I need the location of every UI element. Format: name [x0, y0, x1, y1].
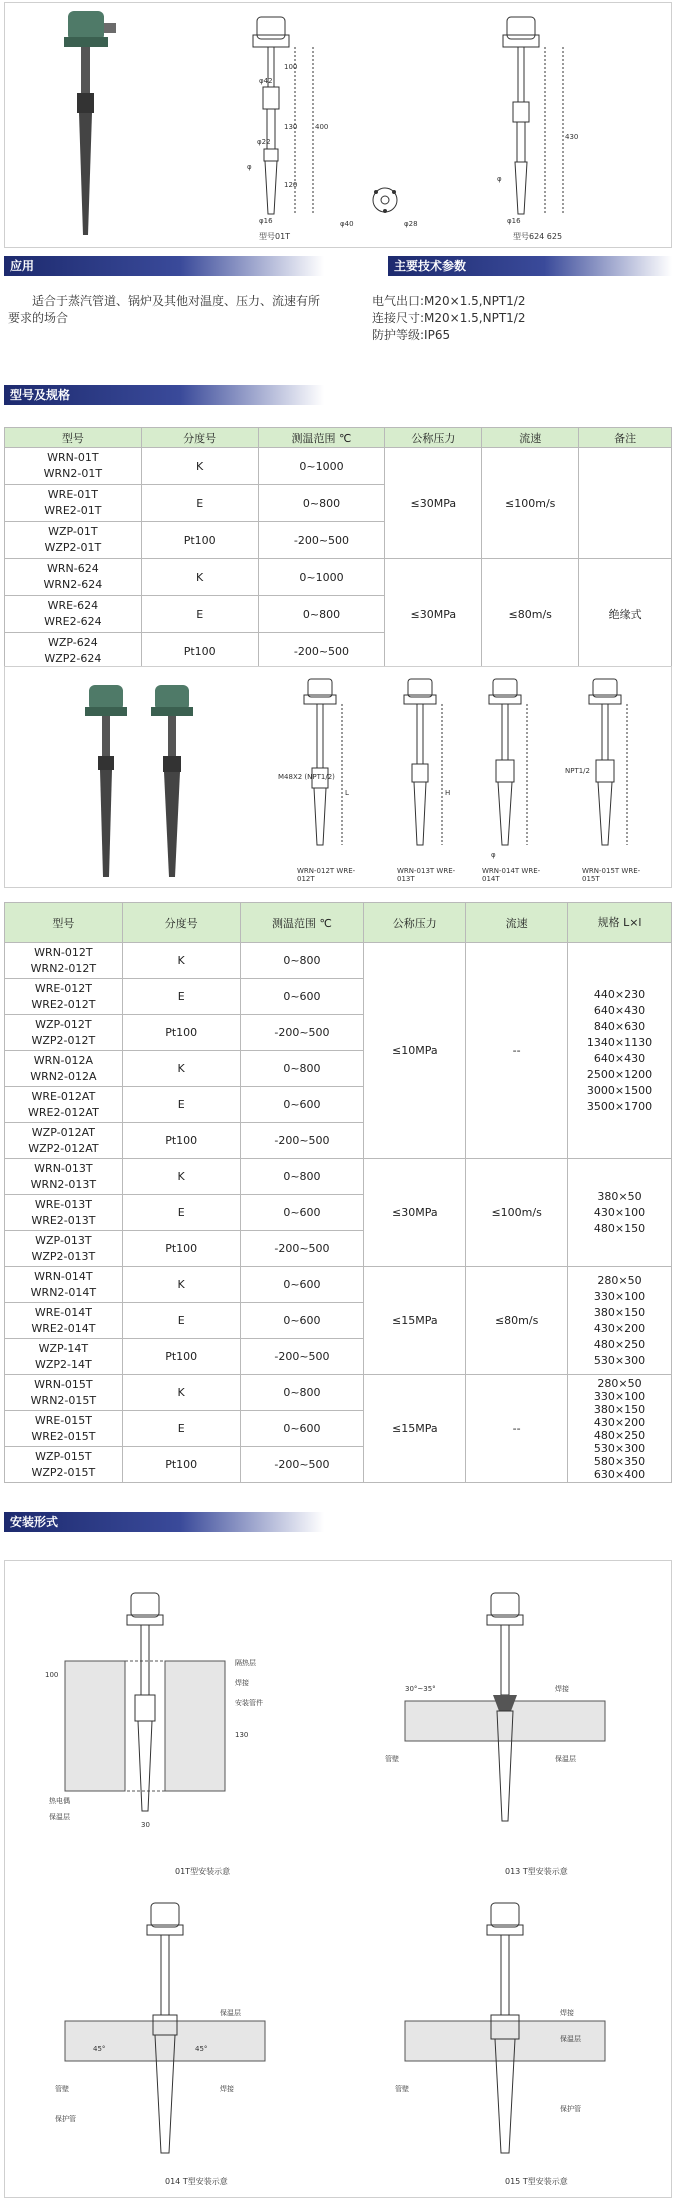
spec-cell: 280×50 330×100 380×150 430×200 480×250 530×300 — [568, 1267, 672, 1375]
label-insul-b: 保温层 — [555, 1755, 576, 1763]
range-cell: 0~800 — [258, 485, 385, 522]
drawing-014t — [475, 675, 545, 865]
range-cell: 0~600 — [240, 1195, 364, 1231]
model-cell: WZP-01T WZP2-01T — [5, 522, 142, 559]
flow-cell: -- — [466, 943, 568, 1159]
grad-cell: Pt100 — [141, 522, 258, 559]
label-insul-c: 保温层 — [220, 2009, 241, 2017]
label-phi: φ — [491, 851, 496, 859]
model-cell: WZP-013T WZP2-013T — [5, 1231, 123, 1267]
caption-01t: 型号01T — [259, 232, 291, 241]
table-row — [5, 448, 672, 485]
install-diagram-015t — [385, 1891, 645, 2181]
col-graduation: 分度号 — [141, 428, 258, 448]
label-weld: 焊接 — [235, 1679, 249, 1687]
install-diagram-014t — [45, 1891, 305, 2181]
model-cell: WRE-014T WRE2-014T — [5, 1303, 123, 1339]
install-diagram-01t — [45, 1581, 305, 1861]
caption-install-01t: 01T型安装示意 — [175, 1867, 231, 1876]
label-weld-d: 焊接 — [560, 2009, 574, 2017]
install-diagram-013t — [385, 1581, 645, 1861]
range-cell: 0~800 — [240, 1159, 364, 1195]
flow-cell: ≤100m/s — [482, 448, 579, 559]
range-cell: 0~600 — [240, 979, 364, 1015]
caption-install-014t: 014 T型安装示意 — [165, 2177, 228, 2186]
drawing-01t — [235, 9, 355, 229]
label-weld-c: 焊接 — [220, 2085, 234, 2093]
grad-cell: E — [122, 1411, 240, 1447]
range-cell: 0~800 — [240, 1375, 364, 1411]
label-l: L — [345, 789, 349, 797]
range-cell: -200~500 — [240, 1015, 364, 1051]
col-note: 备注 — [579, 428, 672, 448]
grad-cell: E — [141, 596, 258, 633]
col-model: 型号 — [5, 428, 142, 448]
note-cell: 绝缘式 — [579, 559, 672, 670]
dim-400: 400 — [315, 123, 329, 131]
grad-cell: Pt100 — [122, 1447, 240, 1483]
section-models: 型号及规格 — [4, 385, 324, 405]
model-cell: WRN-015T WRN2-015T — [5, 1375, 123, 1411]
range-cell: -200~500 — [240, 1231, 364, 1267]
col-temp-range: 测温范围 ℃ — [240, 903, 364, 943]
table-row — [5, 1267, 672, 1303]
range-cell: 0~600 — [240, 1267, 364, 1303]
table2-header-row — [5, 903, 672, 943]
section-install: 安装形式 — [4, 1512, 324, 1532]
col-spec: 规格 L×l — [568, 903, 672, 943]
table-row — [5, 943, 672, 979]
model-cell: WRE-013T WRE2-013T — [5, 1195, 123, 1231]
grad-cell: E — [141, 485, 258, 522]
param-protection-grade: 防护等级:IP65 — [372, 328, 451, 342]
col-flow: 流速 — [482, 428, 579, 448]
label-tube-c: 保护管 — [55, 2115, 76, 2123]
range-cell: -200~500 — [258, 522, 385, 559]
range-cell: 0~600 — [240, 1411, 364, 1447]
dim-r-phi: φ — [497, 175, 502, 183]
model-cell: WZP-012AT WZP2-012AT — [5, 1123, 123, 1159]
range-cell: -200~500 — [240, 1447, 364, 1483]
range-cell: 0~800 — [240, 943, 364, 979]
flow-cell: ≤80m/s — [482, 559, 579, 670]
model-cell: WRN-014T WRN2-014T — [5, 1267, 123, 1303]
pressure-cell: ≤30MPa — [385, 448, 482, 559]
param-connection-size: 连接尺寸:M20×1.5,NPT1/2 — [372, 311, 526, 325]
label-130: 130 — [235, 1731, 249, 1739]
dim-430: 430 — [565, 133, 579, 141]
spec-cell: 380×50 430×100 480×150 — [568, 1159, 672, 1267]
dim-phi40: φ40 — [340, 220, 354, 228]
caption-015t: WRN-015T WRE-015T — [582, 867, 641, 883]
flow-cell: ≤80m/s — [466, 1267, 568, 1375]
model-cell: WRE-015T WRE2-015T — [5, 1411, 123, 1447]
product-drawing-panel-1 — [4, 2, 672, 248]
dim-r-phi16: φ16 — [507, 217, 521, 225]
range-cell: 0~800 — [240, 1051, 364, 1087]
thermocouple-photo-pair-icon — [75, 681, 225, 881]
drawing-012t — [278, 675, 360, 865]
caption-install-013t: 013 T型安装示意 — [505, 1867, 568, 1876]
model-cell: WZP-012T WZP2-012T — [5, 1015, 123, 1051]
grad-cell: Pt100 — [122, 1339, 240, 1375]
grad-cell: K — [122, 1051, 240, 1087]
label-45-b: 45° — [195, 2045, 208, 2053]
label-30: 30 — [141, 1821, 150, 1829]
section-application: 应用 — [4, 256, 324, 276]
grad-cell: Pt100 — [122, 1123, 240, 1159]
label-tube-d: 保护管 — [560, 2105, 581, 2113]
dim-120: 120 — [284, 181, 298, 189]
col-pressure: 公称压力 — [364, 903, 466, 943]
pressure-cell: ≤15MPa — [364, 1267, 466, 1375]
dim-phi16: φ16 — [259, 217, 273, 225]
label-fitting: 安装管件 — [235, 1699, 263, 1707]
grad-cell: Pt100 — [122, 1231, 240, 1267]
pressure-cell: ≤30MPa — [385, 559, 482, 670]
grad-cell: E — [122, 1303, 240, 1339]
label-weld-b: 焊接 — [555, 1685, 569, 1693]
install-diagram-panel — [4, 1560, 672, 2198]
caption-014t: WRN-014T WRE-014T — [482, 867, 541, 883]
label-45-a: 45° — [93, 2045, 106, 2053]
model-cell: WZP-015T WZP2-015T — [5, 1447, 123, 1483]
col-temp-range: 测温范围 ℃ — [258, 428, 385, 448]
label-wall-c: 管壁 — [55, 2085, 69, 2093]
grad-cell: Pt100 — [122, 1015, 240, 1051]
col-graduation: 分度号 — [122, 903, 240, 943]
table-row — [5, 1159, 672, 1195]
spec-cell: 440×230 640×430 840×630 1340×1130 640×430 2500×1200 3000×1500 3500×1700 — [568, 943, 672, 1159]
col-flow: 流速 — [466, 903, 568, 943]
range-cell: 0~600 — [240, 1303, 364, 1339]
drawing-013t — [390, 675, 460, 865]
model-cell: WRN-013T WRN2-013T — [5, 1159, 123, 1195]
table-row — [5, 1375, 672, 1411]
grad-cell: K — [122, 1159, 240, 1195]
model-cell: WRE-012T WRE2-012T — [5, 979, 123, 1015]
range-cell: 0~1000 — [258, 559, 385, 596]
range-cell: -200~500 — [258, 633, 385, 670]
dim-phi42: φ42 — [259, 77, 273, 85]
spec-table-1 — [4, 427, 672, 670]
range-cell: -200~500 — [240, 1339, 364, 1375]
label-insulation: 隔热层 — [235, 1659, 256, 1667]
dim-phi28: φ28 — [404, 220, 418, 228]
param-electrical-outlet: 电气出口:M20×1.5,NPT1/2 — [372, 294, 526, 308]
section-main-params: 主要技术参数 — [388, 256, 672, 276]
col-model: 型号 — [5, 903, 123, 943]
label-wall-d: 管壁 — [395, 2085, 409, 2093]
model-cell: WRN-01T WRN2-01T — [5, 448, 142, 485]
dim-100: 100 — [284, 63, 298, 71]
product-drawing-panel-2 — [4, 666, 672, 888]
flow-cell: ≤100m/s — [466, 1159, 568, 1267]
range-cell: 0~600 — [240, 1087, 364, 1123]
model-cell: WZP-624 WZP2-624 — [5, 633, 142, 670]
caption-012t: WRN-012T WRE-012T — [297, 867, 356, 883]
caption-install-015t: 015 T型安装示意 — [505, 2177, 568, 2186]
dim-phi22: φ22 — [257, 138, 271, 146]
model-cell: WRE-01T WRE2-01T — [5, 485, 142, 522]
spec-table-2 — [4, 902, 672, 1483]
label-npt: NPT1/2 — [565, 767, 590, 775]
flange-pattern-drawing — [340, 178, 430, 238]
grad-cell: E — [122, 1087, 240, 1123]
dim-phi: φ — [247, 163, 252, 171]
drawing-624 — [485, 9, 605, 229]
grad-cell: E — [122, 979, 240, 1015]
params-list — [372, 293, 668, 344]
model-cell: WRN-012A WRN2-012A — [5, 1051, 123, 1087]
label-insulation-layer: 保温层 — [49, 1813, 70, 1821]
model-cell: WZP-14T WZP2-14T — [5, 1339, 123, 1375]
application-text: 适合于蒸汽管道、锅炉及其他对温度、压力、流速有所要求的场合 — [8, 294, 321, 325]
label-thermocouple: 热电偶 — [49, 1797, 70, 1805]
pressure-cell: ≤10MPa — [364, 943, 466, 1159]
note-cell — [579, 448, 672, 559]
range-cell: 0~1000 — [258, 448, 385, 485]
spec-cell: 280×50 330×100 380×150 430×200 480×250 530×300 580×350 630×400 — [568, 1375, 672, 1483]
label-wall-b: 管壁 — [385, 1755, 399, 1763]
dim-130: 130 — [284, 123, 298, 131]
grad-cell: E — [122, 1195, 240, 1231]
grad-cell: K — [122, 1267, 240, 1303]
grad-cell: K — [141, 559, 258, 596]
label-m48: M48X2 (NPT1/2) — [278, 773, 335, 781]
table-row — [5, 559, 672, 596]
model-cell: WRN-624 WRN2-624 — [5, 559, 142, 596]
label-angle: 30°~35° — [405, 1685, 436, 1693]
label-insul-d: 保温层 — [560, 2035, 581, 2043]
grad-cell: K — [122, 1375, 240, 1411]
thermocouple-photo-icon — [50, 3, 170, 243]
range-cell: -200~500 — [240, 1123, 364, 1159]
grad-cell: K — [141, 448, 258, 485]
model-cell: WRE-624 WRE2-624 — [5, 596, 142, 633]
caption-624: 型号624 625 — [513, 232, 563, 241]
caption-013t: WRN-013T WRE-013T — [397, 867, 456, 883]
label-h: H — [445, 789, 451, 797]
col-pressure: 公称压力 — [385, 428, 482, 448]
drawing-015t — [565, 675, 645, 865]
range-cell: 0~800 — [258, 596, 385, 633]
label-100: 100 — [45, 1671, 59, 1679]
pressure-cell: ≤30MPa — [364, 1159, 466, 1267]
pressure-cell: ≤15MPa — [364, 1375, 466, 1483]
grad-cell: Pt100 — [141, 633, 258, 670]
flow-cell: -- — [466, 1375, 568, 1483]
model-cell: WRE-012AT WRE2-012AT — [5, 1087, 123, 1123]
grad-cell: K — [122, 943, 240, 979]
table1-header-row — [5, 428, 672, 448]
model-cell: WRN-012T WRN2-012T — [5, 943, 123, 979]
